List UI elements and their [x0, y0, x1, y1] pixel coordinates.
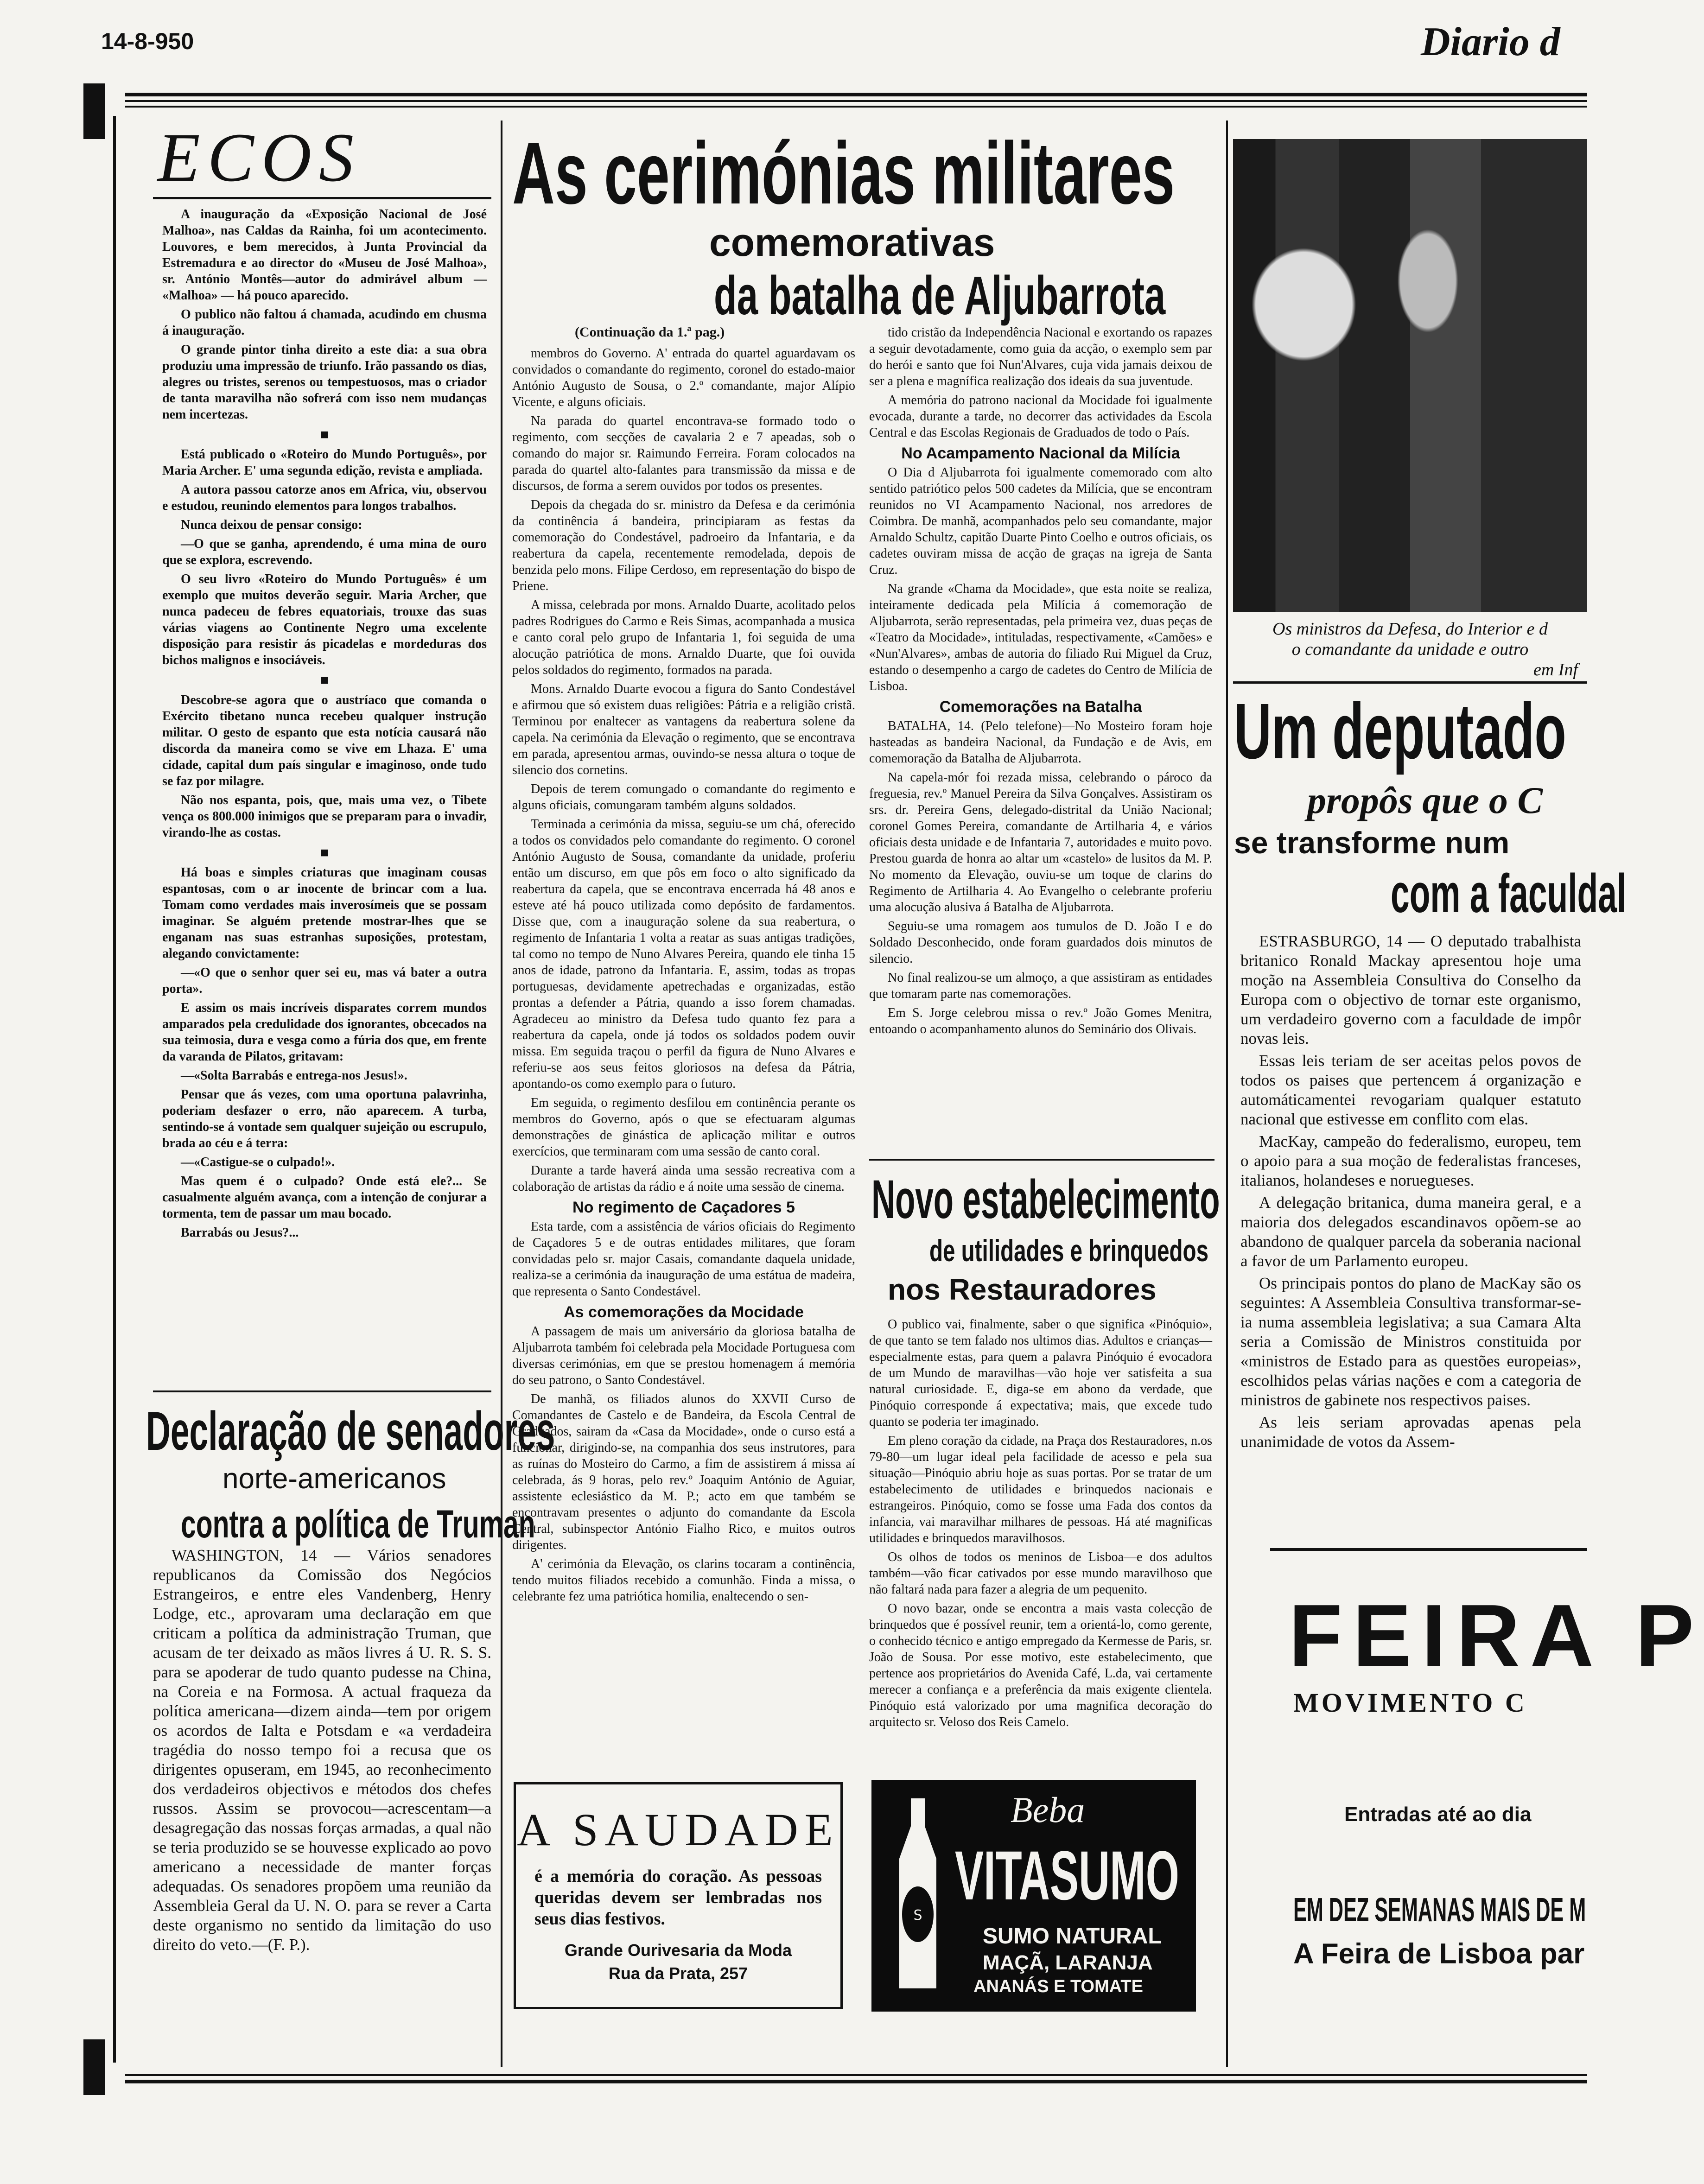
novo-paragraph: Em pleno coração da cidade, na Praça dos Restauradores, n.os 79-80—um lugar ideal pela facilidade de acesso e pela sua situação—Pinóquio abriu hoje as suas portas. Por se tratar de um estabelecimento de utilidades e brinquedos nacionais e estrangeiros. Pinóquio, como se fosse uma Fada dos contos da infancia, vai maravilhar milhares de pessoas. Há até magnificas utilidades e brinquedos maravilhosos.: [869, 1434, 1212, 1545]
novo-body: [869, 1316, 1212, 1733]
top-rule-3: [125, 106, 1587, 108]
subheading-acampamento: No Acampamento Nacional da Milícia: [901, 444, 1180, 462]
novo-paragraph: O novo bazar, onde se encontra a mais vasta colecção de brinquedos que é possível reunir, tem a orientá-lo, como gerente, o conhecido técnico e antigo empregado da Kermesse de Paris, sr. João de Sousa. Por esse motivo, este estabelecimento, que pertence aos proprietários do Avenida Café, L.da, vai certamente merecer a confiança e a preferência da mais exigente clientela. Pinóquio está valorizado por uma magnifica decoração do arquitecto sr. Veloso dos Reis Camelo.: [869, 1601, 1212, 1729]
deputado-paragraph: ESTRASBURGO, 14 — O deputado trabalhista britanico Ronald Mackay apresentou hoje uma moção na Assembleia Consultiva do Conselho da Europa com o objectivo de tornar este organismo, um verdadeiro governo com a faculdade de impôr novas leis.: [1240, 932, 1581, 1048]
deputado-body: [1240, 932, 1581, 1454]
ecos-paragraph: O grande pintor tinha direito a este dia: a sua obra produziu uma impressão de triunfo. Irão passando os dias, alegres ou tristes, serenos ou tempestuosos, mas o criador de tanta maravilha não sofrerá com isso nem mudanças nem incertezas.: [162, 343, 487, 422]
cerimonias-column-1: [512, 345, 855, 1607]
senadores-deck2: contra a política de Truman: [181, 1502, 535, 1546]
article-paragraph: A passagem de mais um aniversário da gloriosa batalha de Aljubarrota também foi celebrada pela Mocidade Portuguesa com diversas cerimónias, em que se prestou homenagem á memória do seu patrono, o Santo Condestável.: [512, 1324, 855, 1387]
ecos-paragraph: O seu livro «Roteiro do Mundo Português» é um exemplo que muitos deverão seguir. Maria Archer, que nunca padeceu de febres equatoriais, trouxe das suas várias viagens ao Continente Negro uma excelente disposição para resistir ás picadelas e mordeduras dos bichos malignos e insociáveis.: [162, 572, 487, 667]
cerimonias-headline: As cerimónias militares: [512, 124, 1175, 222]
article-paragraph: Em seguida, o regimento desfilou em continência perante os membros do Governo, após o que se efectuaram algumas demonstrações de ginástica de aplicação militar e outros exercícios, que terminaram com uma sessão de canto coral.: [512, 1096, 855, 1159]
photo-caption: [1233, 619, 1587, 680]
deputado-headline: Um deputado: [1234, 687, 1566, 775]
vitasumo-brand: VITASUMO: [955, 1836, 1179, 1914]
photo-caption-line: o comandante da unidade e outro: [1291, 640, 1529, 659]
ecos-paragraph: —«O que o senhor quer sei eu, mas vá bater a outra porta».: [162, 965, 487, 996]
left-bar-top: [83, 83, 105, 139]
bottle-icon: [890, 1798, 946, 1993]
article-paragraph: O Dia d Aljubarrota foi igualmente comemorado com alto sentido patriótico pelos 500 cadetes da Milícia, que se encontram reunidos no VI Acampamento Nacional, nos arredores de Coimbra. De manhã, acompanhados pelo seu comandante, major Arnaldo Schultz, capitão Duarte Pinto Coelho e outros oficiais, os cadetes ouviram missa de acção de graças na igreja de Santa Cruz.: [869, 465, 1212, 577]
deputado-paragraph: As leis seriam aprovadas apenas pela unanimidade de votos da Assem-: [1240, 1413, 1581, 1451]
ministers-photo: [1233, 139, 1587, 612]
article-paragraph: Terminada a cerimónia da missa, seguiu-se um chá, oferecido a todos os convidados pelo comandante do regimento. O coronel António Augusto de Sousa, comandante da unidade, proferiu então um discurso, em que pôs em foco o alto significado da reabertura da capela, que se encontrava encerrada há 48 anos e esteve até há pouco utilizada como depósito de fardamentos. Disse que, com a inauguração solene da sua reabertura, o regimento de Infantaria 1 volta a reatar as suas antigas tradições, tal como no tempo de Nuno Alvares Pereira, quando ele tinha 15 anos de idade, patrono da Infantaria. E, assim, todas as tropas portuguesas, devidamente apetrechadas e organizadas, estão prontas a defender a Pátria, quando a isso forem chamadas. Agradeceu ao ministro da Defesa tudo quanto fez para a reabertura da capela, onde já todos os soldados podem ouvir missa. Em seguida traçou o perfil da figura de Nuno Alvares e referiu-se aos seus feitos gloriosos na defesa da Pátria, apontando-os como exemplo para o futuro.: [512, 817, 855, 1091]
page-date: 14-8-950: [101, 28, 194, 54]
ecos-paragraph: Mas quem é o culpado? Onde está ele?... Se casualmente alguém avança, com a intenção de conjurar a tormenta, tem de passar um mau bocado.: [162, 1174, 487, 1221]
vitasumo-line1: SUMO NATURAL: [983, 1924, 1162, 1949]
article-paragraph: Na parada do quartel encontrava-se formado todo o regimento, com secções de cavalaria 2 e 7 apeadas, sob o comando do major sr. Raimundo Ferreira. Foram colocados na parada do quartel alto-falantes para transmissão da missa e de discursos, de forma a serem ouvidos por todos os presentes.: [512, 414, 855, 493]
ecos-paragraph: —«Solta Barrabás e entrega-nos Jesus!».: [181, 1068, 407, 1083]
ecos-paragraph: Está publicado o «Roteiro do Mundo Português», por Maria Archer. E' uma segunda edição, revista e ampliada.: [162, 447, 487, 478]
deputado-paragraph: Essas leis teriam de ser aceitas pelos povos de todos os paises que pertencem á organização e automáticamentei revogariam qualquer estatuto nacional que estivesse em conflito com elas.: [1240, 1052, 1581, 1128]
senadores-deck1: norte-americanos: [223, 1463, 446, 1495]
ecos-paragraph: A inauguração da «Exposição Nacional de José Malhoa», nas Caldas da Rainha, foi um acontecimento. Louvores, e bem merecidos, à Junta Provincial da Estremadura e ao director do «Museu de José Malhoa», sr. António Montês—autor do admirável album — «Malhoa» — há pouco aparecido.: [162, 207, 487, 303]
deputado-paragraph: Os principais pontos do plano de MacKay são os seguintes: A Assembleia Consultiva transformar-se-ia numa assembleia legislativa; a sua Camara Alta seria a Comissão de Ministros constituida por «ministros de Estado para as questões europeias», escolhidos pelas várias nações e com a categoria de ministros de gabinete nos respectivos paises.: [1240, 1274, 1581, 1409]
ecos-paragraph: E assim os mais incríveis disparates correm mundos amparados pela credulidade dos ignorantes, obcecados na sua teimosia, dura e vesga como a fúria dos que, em frente da varanda de Pilatos, gritavam:: [162, 1001, 487, 1064]
saudade-ad: [514, 1782, 843, 2009]
ecos-paragraph: Não nos espanta, pois, que, mais uma vez, o Tibete vença os 800.000 inimigos que se preparam para o invadir, virando-lhe as costas.: [162, 793, 487, 840]
ecos-title-rule: [153, 197, 491, 199]
article-paragraph: Durante a tarde haverá ainda uma sessão recreativa com a colaboração de artistas da rádio e á noite uma sessão de cinema.: [512, 1163, 855, 1194]
novo-paragraph: Os olhos de todos os meninos de Lisboa—e dos adultos também—vão ficar cativados por esse mundo maravilhoso que não faltará nada para fazer a alegria de um pequenito.: [869, 1550, 1212, 1597]
feira-subtitle: MOVIMENTO C: [1293, 1688, 1527, 1718]
ecos-end-rule: [153, 1390, 491, 1392]
saudade-address: Rua da Prata, 257: [608, 1964, 748, 1983]
masthead: Diario d: [1421, 19, 1560, 64]
novo-deck2: nos Restauradores: [888, 1273, 1157, 1306]
deputado-deck3: com a faculdal: [1391, 863, 1627, 924]
bottom-rule-2: [125, 2080, 1587, 2083]
novo-headline: Novo estabelecimento: [871, 1169, 1220, 1230]
feira-line2: A Feira de Lisboa par: [1293, 1938, 1585, 1970]
continuation-note: (Continuação da 1.ª pag.): [575, 324, 725, 340]
senadores-paragraph: WASHINGTON, 14 — Vários senadores republicanos da Comissão dos Negócios Estrangeiros, e entre eles Vandenberg, Henry Lodge, etc., aprovaram uma declaração em que criticam a política da administração Truman, que acusam de ter deixado as mãos livres á U. R. S. S. para se apoderar de tudo quanto pudesse na China, na Coreia e na Formosa. A actual fraqueza da política americana—dizem ainda—tem por origem os acordos de Ialta e Potsdam e «a verdadeira tragédia do nosso tempo foi a recusa que os dirigentes opuseram, em 1945, ao reconhecimento dos verdadeiros objectivos e métodos dos chefes russos. Assim se provocou—acrescentam—a desagregação das nossas forças armadas, a qual não se teria produzido se se houvesse explicado ao povo americano a necessidade de manter forças adequadas. Os senadores propõem uma reunião da Assembleia Geral da U. N. O. para se rever a Carta deste organismo no sentido da limitação do uso direito do veto.—(F. P.).: [153, 1546, 491, 1954]
article-paragraph: A missa, celebrada por mons. Arnaldo Duarte, acolitado pelos padres Rodrigues do Carmo e Reis Simas, acompanhada a musica e canto coral pelo grupo de Infantaria 1, foi seguida de uma alocução patriótica de mons. Arnaldo Duarte, que foi ouvida pelos soldados do regimento, formados na parada.: [512, 598, 855, 677]
ecos-paragraph: —«Castigue-se o culpado!».: [181, 1155, 335, 1169]
cerimonias-column-2: [869, 324, 1212, 1040]
ecos-paragraph: Descobre-se agora que o austríaco que comanda o Exército tibetano nunca recebeu qualquer instrução militar. O gesto de espanto que esta notícia causará não discorda da maneira como se vive em Lhaza. E' uma cidade, capital dum país singular e imaginoso, onde tudo se faz por milagre.: [162, 693, 487, 788]
section-ornament: ■: [320, 673, 329, 688]
svg-text:S: S: [913, 1907, 922, 1924]
ecos-paragraph: Barrabás ou Jesus?...: [181, 1225, 299, 1240]
deputado-deck1: propôs que o C: [1307, 779, 1543, 821]
deputado-paragraph: A delegação britanica, duma maneira geral, e a maioria dos delegados escandinavos opõem-se ao abandono de qualquer parcela da soberania nacional a favor de um Parlamento europeu.: [1240, 1194, 1581, 1270]
senadores-body: [153, 1546, 491, 1957]
feira-line1: EM DEZ SEMANAS MAIS DE M: [1293, 1892, 1586, 1929]
photo-caption-line: Os ministros da Defesa, do Interior e d: [1272, 619, 1548, 639]
photo-bottom-rule: [1233, 681, 1587, 684]
feira-title: FEIRA P: [1289, 1587, 1704, 1685]
subheading-cacadores: No regimento de Caçadores 5: [572, 1199, 795, 1216]
left-bar-bottom: [83, 2039, 105, 2095]
column-divider-1: [501, 121, 502, 2067]
novo-paragraph: O publico vai, finalmente, saber o que significa «Pinóquio», de que tanto se tem falado nos ultimos dias. Adultos e crianças—especialmente estas, para quem a palavra Pinóquio é evocadora de um Mundo de maravilhas—vão hoje ver satisfeita a sua natural curiosidade. E, diga-se em abono da verdade, que Pinóquio corresponde á expectativa; mais, que excede tudo quanto se poderia ter imaginado.: [869, 1317, 1212, 1429]
column-divider-2: [1226, 121, 1228, 2067]
feira-ad: [1233, 1446, 1704, 1993]
article-paragraph: Esta tarde, com a assistência de vários oficiais do Regimento de Caçadores 5 e de outras entidades militares, que foram convidadas pelo sr. major Casais, comandante daquela unidade, realiza-se a cerimónia da inauguração de uma estátua de madeira, que representa o Santo Condestável.: [512, 1219, 855, 1299]
ecos-paragraph: O publico não faltou á chamada, acudindo em chusma á inauguração.: [162, 307, 487, 338]
left-rule: [113, 116, 116, 2063]
feira-entradas: Entradas até ao dia: [1344, 1803, 1532, 1826]
ecos-title: ECOS: [158, 119, 361, 196]
photo-caption-line: em Inf: [1533, 660, 1578, 679]
saudade-shop: Grande Ourivesaria da Moda: [564, 1941, 792, 1960]
ecos-body: [162, 206, 487, 1244]
top-rule-1: [125, 93, 1587, 96]
saudade-title: A SAUDADE: [517, 1804, 839, 1855]
article-paragraph: Na capela-mór foi rezada missa, celebrando o pároco da freguesia, rev.º Manuel Pereira da Silva Gonçalves. Assistiram os srs. dr. Pereira Gens, delegado-distrital da União Nacional; coronel Gomes Pereira, comandante de Artilharia 4, e vários oficiais desta unidade e de Infantaria 7, autoridades e muito povo. Prestou guarda de honra ao altar um «castelo» de lusitos da M. P. No momento da Elevação, ouviu-se um toque de clarins do Regimento de Artilharia 4. Ao Evangelho o celebrante proferiu uma alocução alusiva á Batalha de Aljubarrota.: [869, 770, 1212, 914]
article-paragraph: No final realizou-se um almoço, a que assistiram as entidades que tomaram parte nas comemorações.: [869, 971, 1212, 1001]
section-ornament: ■: [320, 427, 329, 442]
article-paragraph: BATALHA, 14. (Pelo telefone)—No Mosteiro foram hoje hasteadas as bandeira Nacional, da Fundação e de Avis, em comemoração da Batalha de Aljubarrota.: [869, 719, 1212, 766]
article-paragraph: Depois de terem comungado o comandante do regimento e alguns oficiais, comungaram também alguns soldados.: [512, 782, 855, 813]
article-paragraph: tido cristão da Independência Nacional e exortando os rapazes a seguir devotadamente, como guia da acção, o exemplo sem par do herói e santo que foi Nun'Alvares, cuja vida jamais deixou de ser a plena e magnífica realização dos ideais da sua juventude.: [869, 325, 1212, 388]
ecos-paragraph: Há boas e simples criaturas que imaginam cousas espantosas, com o ar inocente de brincar com a lua. Tomam como verdades mais inverosímeis que se possam imaginar. Se alguém pretende mostrar-lhes que se enganam nas suas estranhas suposições, protestam, alegando convictamente:: [162, 865, 487, 961]
deputado-paragraph: MacKay, campeão do federalismo, europeu, tem o apoio para a sua moção de federalistas franceses, italianos, holandeses e noruegueses.: [1240, 1132, 1581, 1189]
ecos-paragraph: —O que se ganha, aprendendo, é uma mina de ouro que se explora, escrevendo.: [162, 537, 487, 567]
feira-top-rule: [1270, 1548, 1587, 1551]
article-paragraph: De manhã, os filiados alunos do XXVII Curso de Comandantes de Castelo e de Bandeira, da Escola Central de Graduados, sairam da «Casa da Mocidade», onde o curso está a funcionar, dirigindo-se, na companhia dos seus instrutores, para as ruínas do Mosteiro do Carmo, a fim de assistirem á missa aí celebrada, ás 9 horas, pelo rev.º Joaquim António de Aguiar, assistente eclesiástico da M. P.; acto em que também se encontravam presentes o adjunto do comandante da Escola Central, subinspector António Fialho Rico, e muitos outros dirigentes.: [512, 1392, 855, 1552]
saudade-text: é a memória do coração. As pessoas queridas devem ser lembradas nos seus dias festivos.: [534, 1867, 822, 1929]
cerimonias-deck1: comemorativas: [709, 221, 995, 264]
deputado-deck2: se transforme num: [1234, 825, 1510, 860]
subheading-batalha: Comemorações na Batalha: [939, 698, 1142, 716]
vitasumo-line2: MAÇÃ, LARANJA: [983, 1951, 1153, 1974]
novo-deck1: de utilidades e brinquedos: [929, 1233, 1209, 1268]
vitasumo-line3: ANANÁS E TOMATE: [973, 1977, 1143, 1996]
cerimonias-deck2: da batalha de Aljubarrota: [714, 265, 1166, 326]
vitasumo-ad: [871, 1780, 1196, 2012]
article-paragraph: Em S. Jorge celebrou missa o rev.º João Gomes Menitra, entoando o acompanhamento alunos do Seminário dos Olivais.: [869, 1006, 1212, 1036]
article-paragraph: membros do Governo. A' entrada do quartel aguardavam os convidados o comandante do regimento, coronel do estado-maior António Augusto de Sousa, o 2.º comandante, major Alípio Vicente, e alguns oficiais.: [512, 346, 855, 409]
ecos-paragraph: Nunca deixou de pensar consigo:: [181, 518, 362, 532]
deputado-article: [1233, 686, 1627, 1451]
article-paragraph: A memória do patrono nacional da Mocidade foi igualmente evocada, durante a tarde, no decorrer das actividades da Escola Central e das Escolas Regionais de Graduados de todo o País.: [869, 393, 1212, 440]
ecos-paragraph: A autora passou catorze anos em Africa, viu, observou e estudou, reunindo elementos para longos trabalhos.: [162, 483, 487, 513]
top-rule-2: [125, 100, 1587, 102]
section-ornament: ■: [320, 845, 329, 860]
subheading-mocidade: As comemorações da Mocidade: [564, 1303, 804, 1321]
article-paragraph: Mons. Arnaldo Duarte evocou a figura do Santo Condestável e afirmou que só existem duas religiões: Pátria e a religião cristã. Terminou por enaltecer as vantagens da reabertura solene da capela. Na cerimónia da Elevação o regimento, que se encontrava em parada, apresentou armas, ouvindo-se nessa altura o toque de silencio dos cornetins.: [512, 682, 855, 777]
vitasumo-beba: Beba: [1011, 1790, 1085, 1830]
senadores-headline: Declaração de senadores: [146, 1401, 555, 1462]
article-paragraph: Depois da chegada do sr. ministro da Defesa e da cerimónia da continência á bandeira, principiaram as festas da comemoração do Condestável, padroeiro da Infantaria, e da reabertura da capela, recentemente remodelada, depois de benzida pelo mons. Filipe Cerdoso, em representação do bispo de Priene.: [512, 498, 855, 593]
article-paragraph: Seguiu-se uma romagem aos tumulos de D. João I e do Soldado Desconhecido, onde foram guardados dois minutos de silencio.: [869, 919, 1212, 966]
article-paragraph: A' cerimónia da Elevação, os clarins tocaram a continência, tendo muitos filiados recebido a comunhão. Finda a missa, o celebrante fez uma patriótica homilia, enaltecendo o sen-: [512, 1557, 855, 1604]
novo-top-rule: [869, 1159, 1214, 1161]
bottom-rule-1: [125, 2074, 1587, 2076]
ecos-paragraph: Pensar que ás vezes, com uma oportuna palavrinha, poderiam desfazer o erro, não aparecem. A turba, sentindo-se á vontade sem qualquer sujeição ou escrupulo, brada ao céu e á terra:: [162, 1087, 487, 1150]
article-paragraph: Na grande «Chama da Mocidade», que esta noite se realiza, inteiramente dedicada pela Milícia á comemoração de Aljubarrota, serão representadas, pela primeira vez, duas peças de «Teatro da Mocidade», intituladas, respectivamente, «Camões» e «Nun'Alvares», ambas de autoria do filiado Rui Miguel da Cruz, estando o desempenho a cargo de cadetes do Centro de Milícia de Lisboa.: [869, 582, 1212, 693]
